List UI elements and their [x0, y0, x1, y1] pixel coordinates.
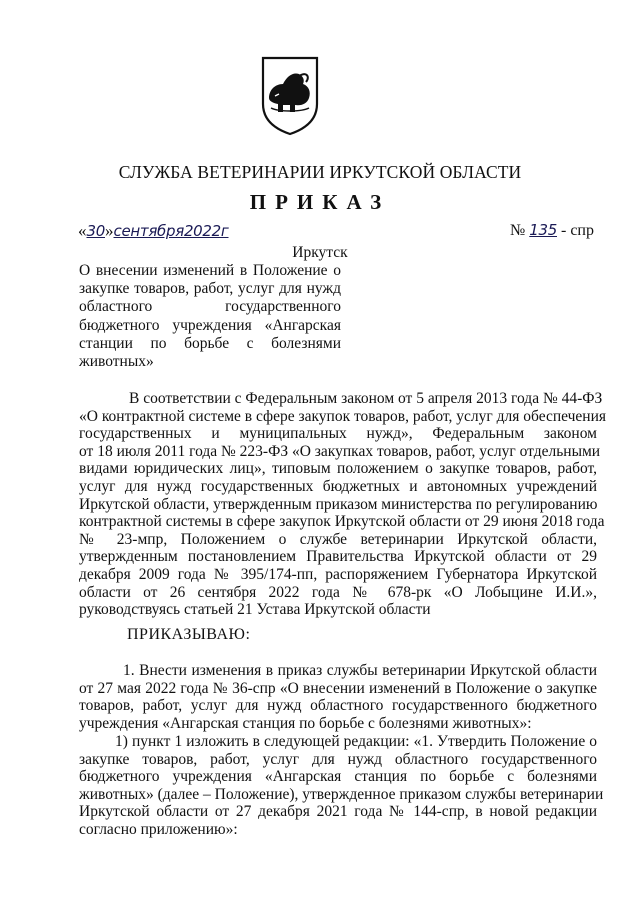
preamble-line: № 23-мпр, Положением о службе ветеринарии Иркутской области,: [79, 530, 597, 548]
document-date: [78, 221, 229, 241]
order-subject: [79, 262, 341, 371]
item-1-1-line: согласно приложению»:: [79, 820, 238, 838]
preamble-line: утвержденным постановлением Правительства Иркутской области от 29: [79, 548, 597, 566]
item-1-1-paragraph: [79, 733, 604, 839]
item-1-1-line: животных» (далее – Положение), утвержденное приказом службы ветеринарии: [79, 785, 604, 803]
subject-line: животных»: [79, 353, 154, 371]
coat-of-arms-emblem: [259, 54, 321, 136]
subject-line: станции по борьбе с болезнями: [79, 334, 341, 352]
preamble-paragraph: [79, 390, 607, 619]
item-1-line: от 27 мая 2022 года № 36-спр «О внесении изменений в Положение о закупке: [79, 679, 597, 697]
item-1-1-line: 1) пункт 1 изложить в следующей редакции: «1. Утвердить Положение о: [115, 733, 597, 750]
item-1-line: учреждения «Ангарская станция по борьбе с болезнями животных»:: [79, 714, 532, 732]
document-number: [510, 221, 594, 240]
item-1-line: товаров, работ, услуг для нужд областного государственного бюджетного: [79, 697, 597, 715]
subject-line: областного государственного: [79, 298, 341, 316]
preamble-line: услуг для нужд государственных бюджетных и автономных учреждений: [79, 477, 597, 495]
preamble-line: государственных и муниципальных нужд», Федеральным законом: [79, 425, 597, 443]
number-value: 135: [529, 221, 557, 239]
date-open-quote: «: [78, 221, 87, 240]
subject-line: О внесении изменений в Положение о: [79, 262, 341, 279]
item-1-1-line: Иркутской области от 27 декабря 2021 года № 144-спр, в новой редакции: [79, 803, 597, 821]
subject-line: закупке товаров, работ, услуг для нужд: [79, 280, 341, 298]
preamble-line: «О контрактной системе в сфере закупок товаров, работ, услуг для обеспечения: [79, 407, 607, 425]
date-month-year: сентября2022г: [113, 222, 229, 240]
document-type-title: ПРИКАЗ: [249, 190, 391, 214]
subject-line: бюджетного учреждения «Ангарская: [79, 316, 341, 334]
order-directive-word: ПРИКАЗЫВАЮ:: [127, 626, 251, 643]
item-1-1-line: бюджетного учреждения «Ангарская станция по борьбе с болезнями: [79, 768, 597, 786]
date-day: 30: [86, 222, 105, 240]
number-prefix: №: [510, 222, 526, 239]
preamble-line: области от 26 сентября 2022 года № 678-рк «О Лобыцине И.И.»,: [79, 583, 597, 601]
preamble-line: руководствуясь статьей 21 Устава Иркутской области: [79, 601, 431, 619]
preamble-line: видами юридических лиц», типовым положением о закупке товаров, работ,: [79, 460, 597, 478]
item-1-line: 1. Внести изменения в приказ службы ветеринарии Иркутской области: [123, 662, 597, 679]
item-1-paragraph: [79, 662, 597, 732]
preamble-line: от 18 июля 2011 года № 223-ФЗ «О закупках товаров, работ, услуг отдельными: [79, 442, 601, 460]
city-name: Иркутск: [292, 244, 348, 261]
item-1-1-line: закупке товаров, работ, услуг для нужд областного государственного: [79, 750, 597, 768]
preamble-line: декабря 2009 года № 395/174-пп, распоряжением Губернатора Иркутской: [79, 565, 597, 583]
preamble-line: В соответствии с Федеральным законом от 5 апреля 2013 года № 44-ФЗ: [129, 390, 603, 407]
number-suffix: - спр: [561, 222, 594, 239]
preamble-line: Иркутской области, утвержденным приказом министерства по регулированию: [79, 495, 598, 513]
date-close-quote: »: [105, 221, 114, 240]
preamble-line: контрактной системы в сфере закупок Иркутской области от 29 июня 2018 года: [79, 513, 605, 531]
organization-name: СЛУЖБА ВЕТЕРИНАРИИ ИРКУТСКОЙ ОБЛАСТИ: [118, 162, 522, 182]
